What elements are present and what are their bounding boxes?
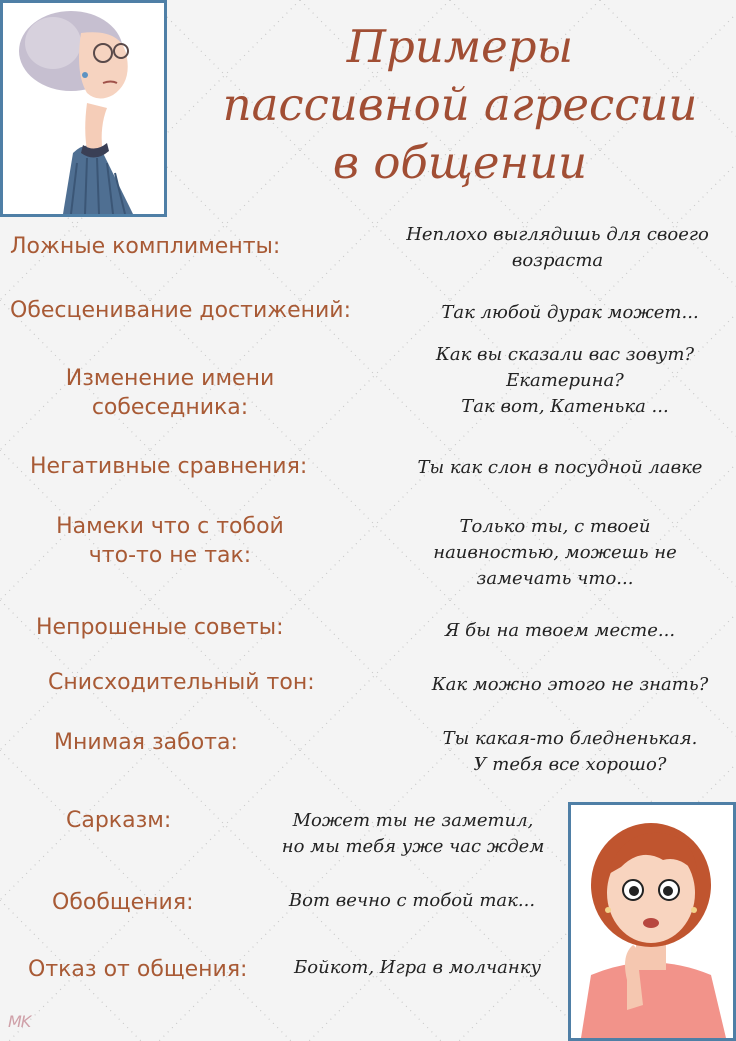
label-refusal-to-communicate <box>28 955 288 984</box>
label-devaluation <box>10 296 390 325</box>
label-line: собеседника: <box>91 395 249 420</box>
label-line: Сарказм: <box>66 808 172 833</box>
example-line: Так любой дурак может... <box>441 302 699 323</box>
example-imaginary-care <box>415 726 725 778</box>
label-line: Намеки что с тобой <box>56 514 284 539</box>
example-line: У тебя все хорошо? <box>473 754 667 775</box>
label-line: Обесценивание достижений: <box>10 298 351 323</box>
example-line: Неплохо выглядишь для своего <box>406 224 709 245</box>
label-line: Мнимая забота: <box>54 730 238 755</box>
example-condescending-tone <box>410 672 730 698</box>
label-condescending-tone <box>48 668 348 697</box>
page-title <box>195 18 725 192</box>
example-negative-comparisons <box>395 455 725 481</box>
label-name-change <box>30 364 310 422</box>
label-line: Изменение имени <box>65 366 275 391</box>
example-line: Ты какая-то бледненькая. <box>442 728 698 749</box>
author-signature: MK <box>8 1012 31 1031</box>
title-line-1: Примеры <box>346 20 574 73</box>
example-line: наивностью, можешь не <box>433 542 677 563</box>
label-line: Снисходительный тон: <box>48 670 315 695</box>
label-sarcasm <box>66 806 226 835</box>
label-line: Обобщения: <box>52 890 194 915</box>
label-imaginary-care <box>54 728 284 757</box>
title-line-2: пассивной агрессии <box>222 78 698 131</box>
example-line: Так вот, Катенька ... <box>461 396 669 417</box>
example-devaluation <box>420 300 720 326</box>
example-line: возраста <box>511 250 604 271</box>
example-hints <box>400 514 710 592</box>
example-line: Вот вечно с тобой так... <box>288 890 536 911</box>
example-line: Может ты не заметил, <box>292 810 534 831</box>
label-generalizations <box>52 888 232 917</box>
example-line: Как можно этого не знать? <box>431 674 709 695</box>
example-false-compliments <box>385 222 730 274</box>
label-line: Ложные комплименты: <box>10 234 281 259</box>
young-woman-illustration <box>568 802 736 1041</box>
example-line: но мы тебя уже час ждем <box>281 836 545 857</box>
label-line: что-то не так: <box>88 543 252 568</box>
example-generalizations <box>262 888 562 914</box>
example-line: Только ты, с твоей <box>459 516 651 537</box>
example-line: Ты как слон в посудной лавке <box>417 457 703 478</box>
example-sarcasm <box>258 808 568 860</box>
example-line: Бойкот, Игра в молчанку <box>294 957 541 978</box>
example-line: Екатерина? <box>506 370 624 391</box>
label-line: Негативные сравнения: <box>30 454 308 479</box>
elderly-woman-illustration <box>0 0 167 217</box>
label-false-compliments <box>10 232 310 261</box>
example-unsolicited-advice <box>420 618 700 644</box>
label-unsolicited-advice <box>36 613 316 642</box>
label-negative-comparisons <box>30 452 340 481</box>
example-line: Как вы сказали вас зовут? <box>435 344 695 365</box>
label-hints <box>30 512 310 570</box>
label-line: Отказ от общения: <box>28 957 248 982</box>
example-refusal-to-communicate <box>270 955 565 981</box>
label-line: Непрошеные советы: <box>36 615 284 640</box>
title-line-3: в общении <box>332 136 588 189</box>
example-name-change <box>400 342 730 420</box>
example-line: Я бы на твоем месте... <box>444 620 676 641</box>
example-line: замечать что... <box>476 568 634 589</box>
